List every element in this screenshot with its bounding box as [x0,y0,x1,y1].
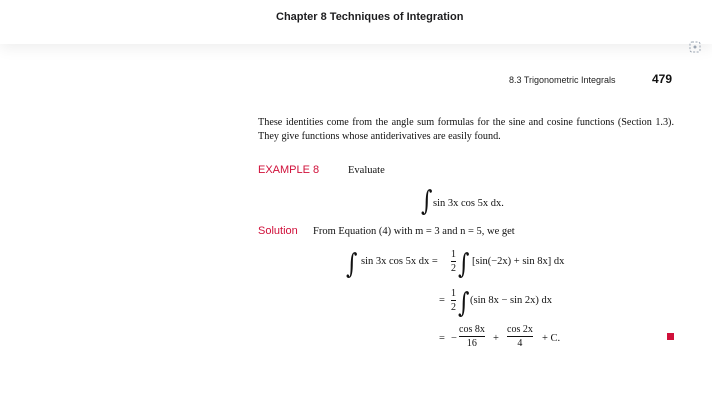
top-bar [0,0,712,44]
line1-right: [sin(−2x) + sin 8x] dx [472,256,565,267]
line2-right: (sin 8x − sin 2x) dx [470,295,553,306]
chapter-title: Chapter 8 Techniques of Integration [276,11,464,23]
line1-left: sin 3x cos 5x dx = [361,256,438,267]
plus-sign: + [493,333,499,344]
equals-sign: = [439,295,445,306]
solution-label: Solution [258,225,298,237]
example-instruction: Evaluate [348,165,385,176]
fraction-cos2x: cos 2x 4 [507,324,533,349]
one-half-fraction: 1 2 [451,249,456,274]
solution-intro: From Equation (4) with m = 3 and n = 5, we get [313,226,515,237]
plus-c: + C. [542,333,561,344]
fraction-cos8x: cos 8x 16 [459,324,485,349]
body-paragraph: These identities come from the angle sum formulas for the sine and cosine functions (Section 1.3). They give functions whose antiderivatives are easily found. [258,117,674,142]
example-integrand: sin 3x cos 5x dx. [433,198,504,209]
example-label: EXAMPLE 8 [258,164,320,176]
equals-sign: = [439,333,445,344]
reader-tools-icon[interactable] [689,41,701,53]
integral-sign: ∫ [458,288,470,320]
end-of-proof-square [667,333,674,340]
integral-sign: ∫ [458,249,470,281]
one-half-fraction: 1 2 [451,288,456,313]
integral-sign: ∫ [346,249,358,281]
integral-sign: ∫ [421,186,433,218]
textbook-page [0,44,712,400]
running-head: 8.3 Trigonometric Integrals [509,75,616,85]
page-number: 479 [652,72,673,86]
minus-sign: − [451,333,457,344]
